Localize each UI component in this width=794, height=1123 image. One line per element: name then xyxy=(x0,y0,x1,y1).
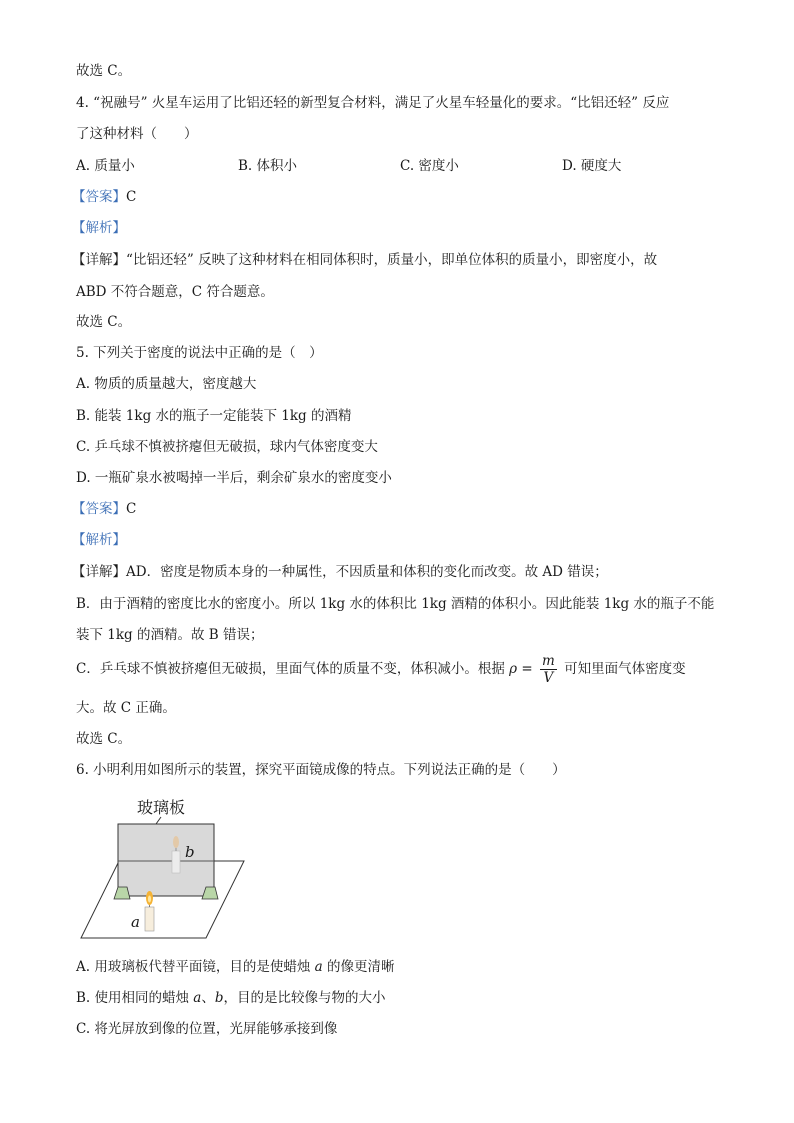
text-line: 故选 C。 xyxy=(76,63,132,79)
q4-option-a: A. 质量小 xyxy=(76,158,135,174)
q5-option-b: B. 能装 1kg 水的瓶子一定能装下 1kg 的酒精 xyxy=(76,408,352,424)
fraction-numerator: m xyxy=(541,653,555,669)
q4-option-b: B. 体积小 xyxy=(238,158,298,174)
detail-tag: 【详解】 xyxy=(72,252,126,268)
q5-conclusion: 故选 C。 xyxy=(76,731,132,747)
q5-detail-b1: B．由于酒精的密度比水的密度小。所以 1kg 水的体积比 1kg 酒精的体积小。因此能装 1kg 水的瓶子不能 xyxy=(76,596,715,612)
text: A. 用玻璃板代替平面镜，目的是使蜡烛 xyxy=(76,959,315,975)
answer-value: C xyxy=(126,189,137,205)
text: 可知里面气体密度变 xyxy=(559,661,686,677)
label-b: b xyxy=(185,843,195,861)
var-b: b xyxy=(214,990,224,1006)
q4-conclusion: 故选 C。 xyxy=(76,314,132,330)
q4-analysis-tag: 【解析】 xyxy=(72,220,126,236)
q4-detail-cont: ABD 不符合题意，C 符合题意。 xyxy=(76,284,274,300)
q5-answer xyxy=(72,499,136,519)
q4-detail xyxy=(72,250,657,270)
question-4: 4. “祝融号” 火星车运用了比铝还轻的新型复合材料，满足了火星车轻量化的要求。“比铝还轻” 反应 xyxy=(76,95,670,111)
question-6: 6. 小明利用如图所示的装置，探究平面镜成像的特点。下列说法正确的是（ ） xyxy=(76,762,566,778)
q5-option-c: C. 乒乓球不慎被挤瘪但无破损，球内气体密度变大 xyxy=(76,439,378,455)
q5-detail xyxy=(72,562,608,582)
q5-detail-c2: 大。故 C 正确。 xyxy=(76,700,176,716)
text: C．乒乓球不慎被挤瘪但无破损，里面气体的质量不变，体积减小。根据 xyxy=(76,661,510,677)
q6-option-a xyxy=(76,957,394,977)
detail-text: “比铝还轻” 反映了这种材料在相同体积时，质量小，即单位体积的质量小，即密度小，故 xyxy=(126,252,658,268)
separator: 、 xyxy=(201,990,215,1006)
density-fraction xyxy=(540,653,557,686)
q4-answer xyxy=(72,187,136,207)
var-a: a xyxy=(193,990,202,1006)
q5-option-a: A. 物质的质量越大，密度越大 xyxy=(76,376,257,392)
q4-option-c: C. 密度小 xyxy=(400,158,459,174)
equals: = xyxy=(517,661,537,677)
detail-tag: 【详解】 xyxy=(72,564,126,580)
var-a: a xyxy=(314,959,323,975)
rho-symbol: ρ xyxy=(509,661,518,677)
label-a: a xyxy=(131,913,140,931)
label-leader xyxy=(156,817,161,824)
glass-plate xyxy=(118,824,214,896)
candle-a-flame-core xyxy=(148,896,151,903)
text: ，目的是比较像与物的大小 xyxy=(223,990,386,1006)
detail-text: AD．密度是物质本身的一种属性，不因质量和体积的变化而改变。故 AD 错误； xyxy=(126,564,608,580)
answer-tag: 【答案】 xyxy=(72,189,126,205)
fraction-denominator: V xyxy=(543,670,554,686)
q6-option-c: C. 将光屏放到像的位置，光屏能够承接到像 xyxy=(76,1021,338,1037)
q4-option-d: D. 硬度大 xyxy=(562,158,622,174)
question-4-cont: 了这种材料（ ） xyxy=(76,126,198,142)
q5-detail-b2: 装下 1kg 的酒精。故 B 错误； xyxy=(76,627,264,643)
candle-b-flame xyxy=(173,836,179,848)
figure-svg xyxy=(76,795,256,943)
text: B. 使用相同的蜡烛 xyxy=(76,990,194,1006)
q5-analysis-tag: 【解析】 xyxy=(72,532,126,548)
q6-option-b xyxy=(76,988,386,1008)
q5-detail-c1 xyxy=(76,652,686,686)
mirror-experiment-figure xyxy=(76,795,256,947)
question-5: 5. 下列关于密度的说法中正确的是（ ） xyxy=(76,345,323,361)
candle-b xyxy=(172,851,180,873)
answer-tag: 【答案】 xyxy=(72,501,126,517)
q5-option-d: D. 一瓶矿泉水被喝掉一半后，剩余矿泉水的密度变小 xyxy=(76,470,392,486)
glass-label: 玻璃板 xyxy=(137,798,186,817)
candle-a xyxy=(145,907,154,931)
text: 的像更清晰 xyxy=(322,959,395,975)
answer-value: C xyxy=(126,501,137,517)
